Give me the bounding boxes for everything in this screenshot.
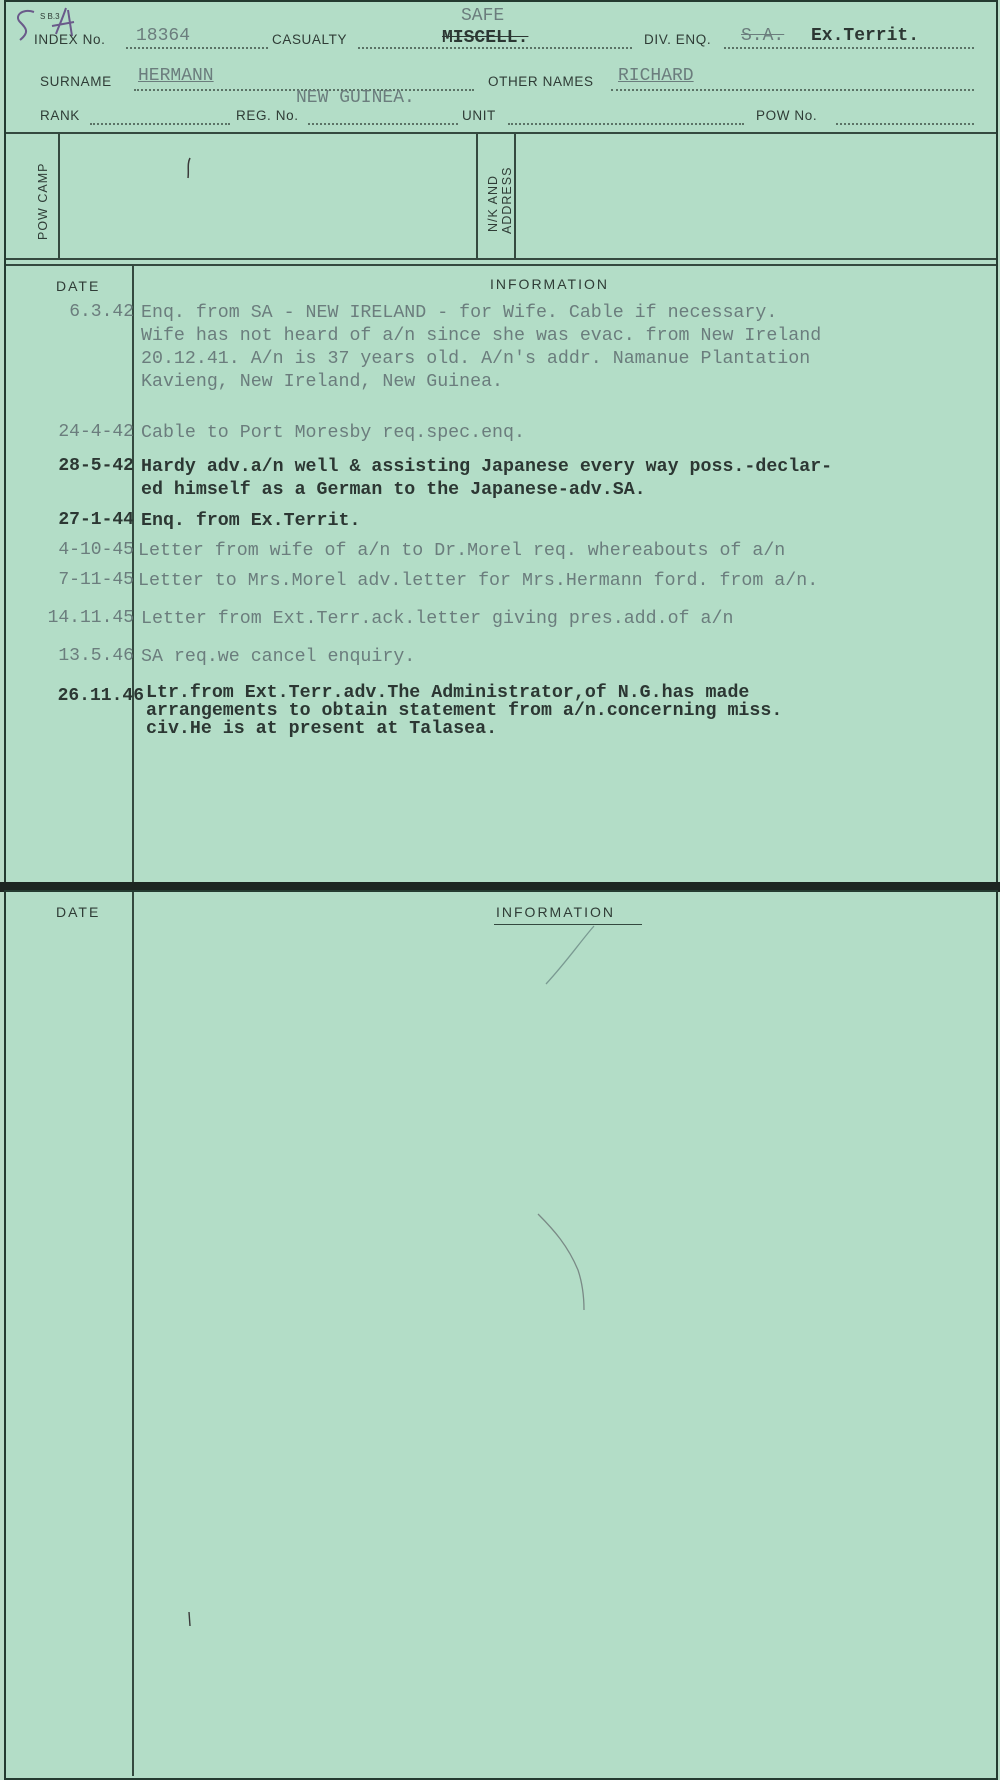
- rank-dots: [90, 123, 230, 125]
- entry-text: [141, 510, 996, 533]
- entry-line: Cable to Port Moresby req.spec.enq.: [141, 423, 525, 443]
- index-label: INDEX No.: [34, 32, 106, 47]
- entry-text: [141, 302, 996, 394]
- nk-label-line-1: N/K AND: [486, 174, 500, 232]
- nk-divider: [514, 132, 516, 260]
- pencil-tick-mark: [184, 156, 196, 182]
- pow-camp-label: POW CAMP: [36, 162, 50, 240]
- entry-line: SA req.we cancel enquiry.: [141, 647, 416, 667]
- entry-text: [146, 684, 1000, 738]
- entry-line: 20.12.41. A/n is 37 years old. A/n's addr. Namanue Plantation: [141, 349, 811, 369]
- entry-line: Wife has not heard of a/n since she was evac. from New Ireland: [141, 326, 822, 346]
- entry-line: Enq. from Ex.Territ.: [141, 511, 361, 531]
- index-card-back: [4, 890, 998, 1780]
- index-card-front: [4, 0, 998, 887]
- unit-dots: [508, 123, 744, 125]
- location-value: NEW GUINEA.: [296, 88, 415, 108]
- entry-date: 28-5-42: [58, 456, 134, 476]
- date-heading: DATE: [56, 278, 101, 294]
- entry-date: 27-1-44: [58, 510, 134, 530]
- entry-line: civ.He is at present at Talasea.: [146, 719, 498, 739]
- box-middle-divider: [476, 132, 478, 260]
- entry-text: [141, 456, 996, 502]
- div-enq-value: Ex.Territ.: [811, 26, 920, 46]
- other-names-value: RICHARD: [618, 66, 694, 86]
- pow-no-dots: [836, 123, 974, 125]
- unit-label: UNIT: [462, 108, 496, 123]
- entry-text: [138, 540, 993, 563]
- entry-date: 13.5.46: [58, 646, 134, 666]
- back-date-column-divider: [132, 892, 134, 1776]
- entry-date: 4-10-45: [58, 540, 134, 560]
- casualty-value: MISCELL.: [442, 28, 529, 48]
- back-information-heading: INFORMATION: [496, 904, 615, 920]
- pow-camp-divider: [58, 132, 60, 260]
- reg-no-label: REG. No.: [236, 108, 299, 123]
- entry-line: ed himself as a German to the Japanese-adv.SA.: [141, 480, 646, 500]
- entry-line: Letter from Ext.Terr.ack.letter giving pres.add.of a/n: [141, 609, 734, 629]
- corner-mark: S B.3: [40, 12, 60, 21]
- information-heading: INFORMATION: [490, 276, 609, 292]
- casualty-label: CASUALTY: [272, 32, 348, 47]
- casualty-above-value: SAFE: [461, 6, 505, 26]
- pencil-stroke-mark: [532, 922, 602, 992]
- entry-text: [141, 646, 996, 669]
- pencil-dot-mark: [184, 1610, 196, 1628]
- div-enq-struck: S.A.: [741, 26, 785, 46]
- back-date-heading: DATE: [56, 904, 101, 920]
- entry-date: 7-11-45: [58, 570, 134, 590]
- rank-label: RANK: [40, 108, 80, 123]
- entry-line: Enq. from SA - NEW IRELAND - for Wife. Cable if necessary.: [141, 303, 778, 323]
- entry-line: arrangements to obtain statement from a/n.concerning miss.: [146, 701, 783, 721]
- entry-line: Ltr.from Ext.Terr.adv.The Administrator,of N.G.has made: [146, 683, 750, 703]
- entry-line: Kavieng, New Ireland, New Guinea.: [141, 372, 504, 392]
- nk-label-line-2: ADDRESS: [500, 166, 514, 234]
- div-enq-label: DIV. ENQ.: [644, 32, 712, 47]
- box-bottom-rule-2: [6, 264, 996, 266]
- surname-label: SURNAME: [40, 74, 112, 89]
- pencil-scribble-mark: [534, 1210, 594, 1314]
- surname-value: HERMANN: [138, 66, 214, 86]
- index-value: 18364: [136, 26, 191, 46]
- entry-date: 14.11.45: [47, 608, 134, 628]
- entry-date: 6.3.42: [69, 302, 134, 322]
- entry-text: [138, 570, 993, 593]
- entry-text: [141, 422, 996, 445]
- entry-date: 26.11.46: [57, 686, 144, 706]
- entry-text: [141, 608, 996, 631]
- index-dots: [126, 47, 268, 49]
- reg-no-dots: [308, 123, 458, 125]
- entry-date: 24-4-42: [58, 422, 134, 442]
- div-enq-dots: [724, 47, 974, 49]
- box-bottom-rule: [6, 258, 996, 260]
- pow-no-label: POW No.: [756, 108, 818, 123]
- other-names-label: OTHER NAMES: [488, 74, 594, 89]
- entry-line: Letter to Mrs.Morel adv.letter for Mrs.Hermann ford. from a/n.: [138, 571, 819, 591]
- other-names-dots: [611, 89, 974, 91]
- box-top-rule: [6, 132, 996, 134]
- entry-line: Letter from wife of a/n to Dr.Morel req. whereabouts of a/n: [138, 541, 786, 561]
- entry-line: Hardy adv.a/n well & assisting Japanese every way poss.-declar-: [141, 457, 833, 477]
